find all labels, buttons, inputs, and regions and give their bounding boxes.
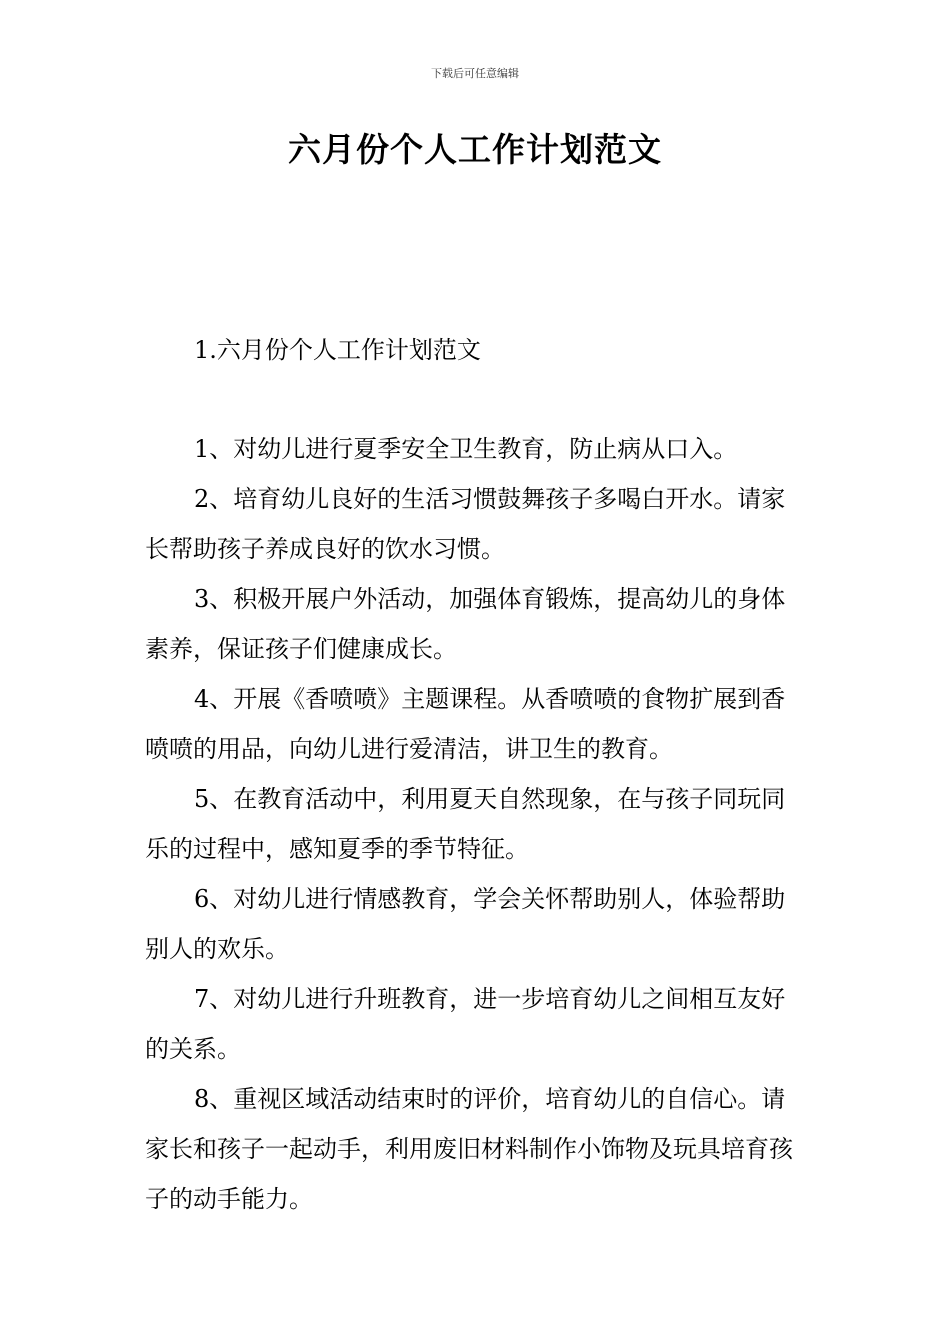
- plan-item-list: [145, 424, 809, 1224]
- document-title: 六月份个人工作计划范文: [288, 130, 662, 169]
- plan-item: 5、在教育活动中，利用夏天自然现象，在与孩子同玩同乐的过程中，感知夏季的季节特征。: [145, 785, 786, 863]
- plan-item: 7、对幼儿进行升班教育，进一步培育幼儿之间相互友好的关系。: [145, 985, 786, 1063]
- plan-item: 2、培育幼儿良好的生活习惯鼓舞孩子多喝白开水。请家长帮助孩子养成良好的饮水习惯。: [145, 485, 786, 563]
- plan-item: 8、重视区域活动结束时的评价，培育幼儿的自信心。请家长和孩子一起动手，利用废旧材料制作小饰物及玩具培育孩子的动手能力。: [145, 1085, 793, 1213]
- plan-item: 6、对幼儿进行情感教育，学会关怀帮助别人，体验帮助别人的欢乐。: [145, 885, 786, 963]
- plan-item: 4、开展《香喷喷》主题课程。从香喷喷的食物扩展到香喷喷的用品，向幼儿进行爱清洁，讲卫生的教育。: [145, 685, 786, 763]
- header-note: 下载后可任意编辑: [431, 67, 519, 80]
- plan-item: 3、积极开展户外活动，加强体育锻炼，提高幼儿的身体素养，保证孩子们健康成长。: [145, 585, 786, 663]
- plan-item: 1、对幼儿进行夏季安全卫生教育，防止病从口入。: [194, 435, 738, 463]
- section-heading: 1.六月份个人工作计划范文: [194, 336, 481, 364]
